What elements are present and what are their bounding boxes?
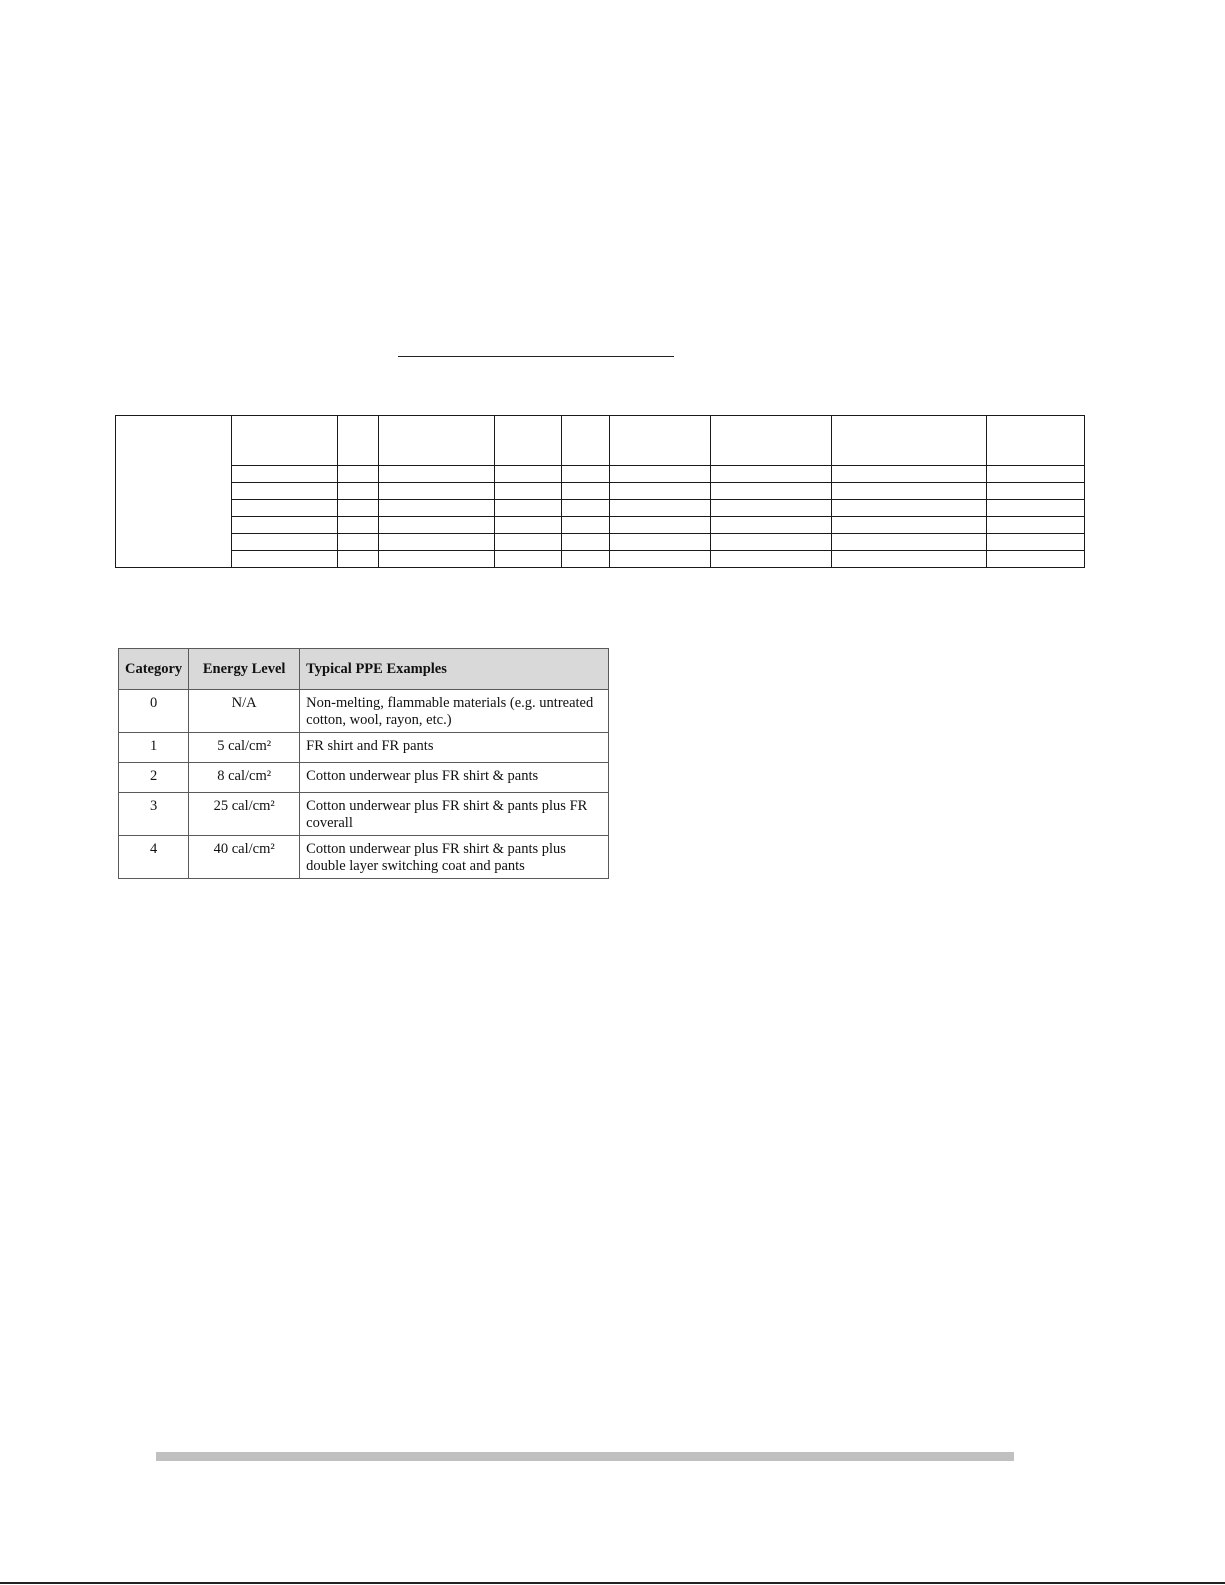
blank-table-cell bbox=[495, 416, 562, 466]
blank-table-cell bbox=[832, 483, 987, 500]
table-row bbox=[119, 793, 609, 836]
blank-table-cell bbox=[338, 534, 379, 551]
blank-table-cell bbox=[338, 551, 379, 568]
blank-table-cell bbox=[610, 517, 711, 534]
blank-table-cell bbox=[610, 483, 711, 500]
blank-table-cell bbox=[711, 551, 832, 568]
blank-table-cell bbox=[379, 551, 495, 568]
blank-table-cell bbox=[987, 534, 1085, 551]
blank-table-cell bbox=[338, 500, 379, 517]
blank-table-cell bbox=[338, 416, 379, 466]
blank-table-cell bbox=[987, 517, 1085, 534]
blank-table-cell bbox=[338, 466, 379, 483]
blank-table-header-row bbox=[116, 416, 1085, 466]
blank-table-merged-cell bbox=[116, 416, 232, 568]
blank-table-cell bbox=[987, 483, 1085, 500]
blank-table-row bbox=[116, 534, 1085, 551]
blank-table-cell bbox=[379, 534, 495, 551]
column-header-category: Category bbox=[119, 649, 189, 690]
ppe-examples-cell: Cotton underwear plus FR shirt & pants plus FR coverall bbox=[300, 793, 609, 836]
blank-table-cell bbox=[987, 500, 1085, 517]
table-row bbox=[119, 733, 609, 763]
blank-table-cell bbox=[610, 466, 711, 483]
table-row bbox=[119, 690, 609, 733]
blank-table-cell bbox=[232, 416, 338, 466]
energy-level-cell: 5 cal/cm² bbox=[189, 733, 300, 763]
energy-level-cell: 25 cal/cm² bbox=[189, 793, 300, 836]
ppe-examples-cell: Non-melting, flammable materials (e.g. untreated cotton, wool, rayon, etc.) bbox=[300, 690, 609, 733]
blank-table-cell bbox=[711, 517, 832, 534]
ppe-examples-cell: Cotton underwear plus FR shirt & pants plus double layer switching coat and pants bbox=[300, 836, 609, 879]
energy-level-cell: N/A bbox=[189, 690, 300, 733]
blank-table-cell bbox=[562, 534, 610, 551]
blank-table-cell bbox=[495, 483, 562, 500]
blank-table-cell bbox=[232, 551, 338, 568]
category-cell: 1 bbox=[119, 733, 189, 763]
blank-table-cell bbox=[562, 517, 610, 534]
ppe-table-header-row bbox=[119, 649, 609, 690]
blank-table-row bbox=[116, 483, 1085, 500]
blank-table-cell bbox=[495, 500, 562, 517]
blank-table-cell bbox=[379, 416, 495, 466]
blank-table-cell bbox=[711, 500, 832, 517]
blank-table-cell bbox=[711, 466, 832, 483]
column-header-energy-level: Energy Level bbox=[189, 649, 300, 690]
blank-table-cell bbox=[832, 500, 987, 517]
blank-table-cell bbox=[832, 534, 987, 551]
ppe-examples-cell: FR shirt and FR pants bbox=[300, 733, 609, 763]
blank-table-row bbox=[116, 551, 1085, 568]
blank-table-cell bbox=[379, 483, 495, 500]
blank-table-cell bbox=[832, 517, 987, 534]
blank-table-cell bbox=[562, 551, 610, 568]
blank-table-cell bbox=[495, 466, 562, 483]
blank-table-cell bbox=[562, 466, 610, 483]
blank-table-cell bbox=[562, 483, 610, 500]
blank-table-cell bbox=[379, 466, 495, 483]
energy-level-cell: 40 cal/cm² bbox=[189, 836, 300, 879]
blank-table-cell bbox=[832, 416, 987, 466]
blank-form-table bbox=[115, 415, 1085, 568]
blank-table-row bbox=[116, 500, 1085, 517]
ppe-examples-cell: Cotton underwear plus FR shirt & pants bbox=[300, 763, 609, 793]
blank-table-cell bbox=[610, 551, 711, 568]
page-bottom-rule bbox=[0, 1582, 1225, 1584]
blank-table-cell bbox=[610, 416, 711, 466]
blank-table-cell bbox=[232, 483, 338, 500]
blank-table-cell bbox=[610, 500, 711, 517]
blank-table-cell bbox=[232, 500, 338, 517]
blank-table-cell bbox=[495, 551, 562, 568]
category-cell: 2 bbox=[119, 763, 189, 793]
blank-table-cell bbox=[562, 416, 610, 466]
blank-table-cell bbox=[832, 551, 987, 568]
blank-table-cell bbox=[711, 483, 832, 500]
blank-table-cell bbox=[610, 534, 711, 551]
blank-table-cell bbox=[379, 500, 495, 517]
footer-divider-bar bbox=[156, 1452, 1014, 1461]
blank-table-cell bbox=[987, 416, 1085, 466]
blank-table-cell bbox=[562, 500, 610, 517]
column-header-ppe-examples: Typical PPE Examples bbox=[300, 649, 609, 690]
energy-level-cell: 8 cal/cm² bbox=[189, 763, 300, 793]
blank-table-row bbox=[116, 517, 1085, 534]
category-cell: 4 bbox=[119, 836, 189, 879]
blank-table-cell bbox=[338, 483, 379, 500]
ppe-category-table bbox=[118, 648, 609, 879]
blank-table-cell bbox=[987, 551, 1085, 568]
blank-table-cell bbox=[711, 416, 832, 466]
blank-underline-field bbox=[398, 356, 674, 357]
blank-table-row bbox=[116, 466, 1085, 483]
table-row bbox=[119, 836, 609, 879]
blank-table-cell bbox=[495, 534, 562, 551]
blank-table-cell bbox=[832, 466, 987, 483]
category-cell: 3 bbox=[119, 793, 189, 836]
blank-table-cell bbox=[495, 517, 562, 534]
table-row bbox=[119, 763, 609, 793]
blank-table-cell bbox=[232, 517, 338, 534]
category-cell: 0 bbox=[119, 690, 189, 733]
blank-table-cell bbox=[232, 534, 338, 551]
blank-table-cell bbox=[711, 534, 832, 551]
blank-table-cell bbox=[338, 517, 379, 534]
blank-table-cell bbox=[232, 466, 338, 483]
blank-table-cell bbox=[987, 466, 1085, 483]
blank-table-cell bbox=[379, 517, 495, 534]
